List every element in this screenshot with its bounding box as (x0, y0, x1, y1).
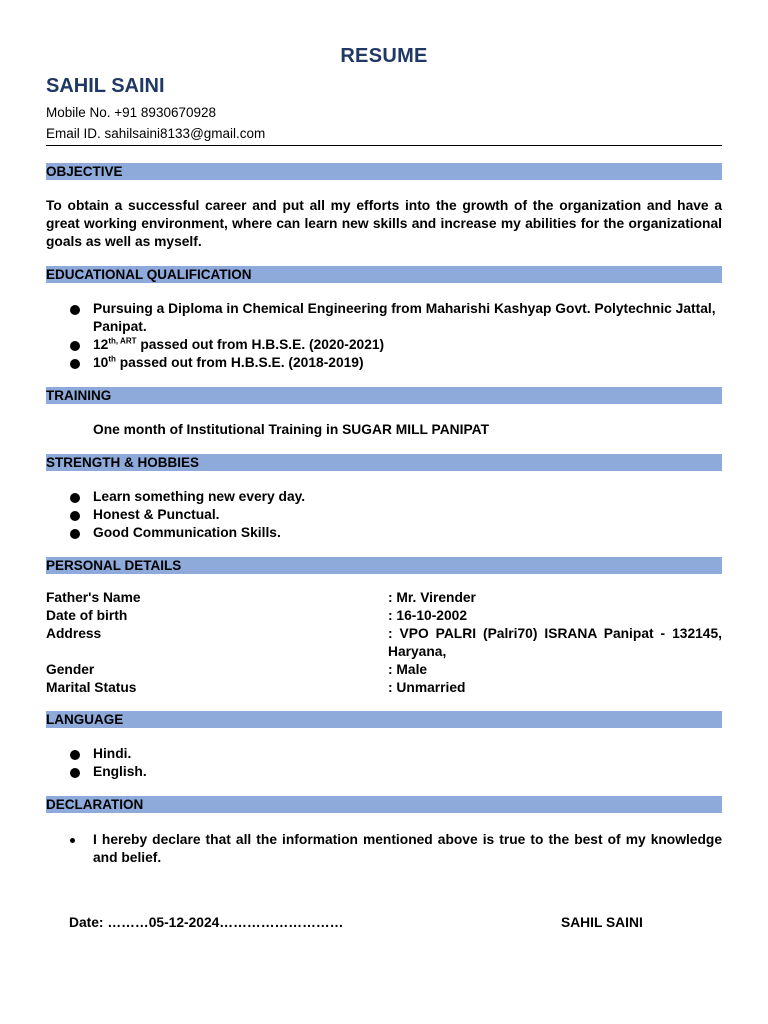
list-item (46, 763, 722, 781)
declaration-list (46, 831, 722, 867)
education-item-text: Pursuing a Diploma in Chemical Engineering from Maharishi Kashyap Govt. Polytechnic Jattal, Panipat. (93, 301, 716, 334)
list-item (46, 745, 722, 763)
bullet-icon (70, 529, 80, 539)
bullet-icon (70, 341, 80, 351)
list-item (46, 336, 722, 354)
bullet-icon (70, 511, 80, 521)
detail-row (46, 679, 722, 697)
language-list (46, 745, 722, 781)
grade-suffix: th (108, 354, 116, 364)
training-text: One month of Institutional Training in SUGAR MILL PANIPAT (93, 422, 489, 437)
section-heading-training: TRAINING (46, 387, 722, 404)
detail-value: : Mr. Virender (388, 590, 476, 605)
list-item (46, 354, 722, 372)
detail-value: : Male (388, 662, 428, 677)
strengths-list (46, 488, 722, 542)
detail-label: Date of birth (46, 608, 128, 623)
detail-row (46, 625, 722, 661)
header-divider (46, 145, 722, 146)
mobile-number: Mobile No. +91 8930670928 (46, 105, 217, 120)
section-heading-objective: OBJECTIVE (46, 163, 722, 180)
candidate-name: SAHIL SAINI (46, 75, 165, 97)
detail-row (46, 607, 722, 625)
section-heading-education: EDUCATIONAL QUALIFICATION (46, 266, 722, 283)
language-item-text: English. (93, 764, 147, 779)
section-heading-strengths: STRENGTH & HOBBIES (46, 454, 722, 471)
bullet-icon (70, 359, 80, 369)
detail-row (46, 661, 722, 679)
detail-value: : 16-10-2002 (388, 608, 468, 623)
section-heading-personal: PERSONAL DETAILS (46, 557, 722, 574)
resume-page (46, 0, 722, 1024)
list-item (46, 524, 722, 542)
education-list (46, 300, 722, 372)
detail-label: Address (46, 626, 102, 641)
bullet-icon (70, 305, 80, 315)
strength-item-text: Good Communication Skills. (93, 525, 281, 540)
strength-item-text: Learn something new every day. (93, 489, 306, 504)
list-item (46, 831, 722, 867)
detail-value: : VPO PALRI (Palri70) ISRANA Panipat - 132145, Haryana, (388, 626, 722, 659)
objective-text: To obtain a successful career and put all my efforts into the growth of the organization and have a great working environment, where can learn new skills and increase my abilities for the organizational goals as well as myself. (46, 198, 722, 249)
declaration-text: I hereby declare that all the information mentioned above is true to the best of my knowledge and belief. (93, 832, 722, 865)
personal-details-table (46, 589, 722, 697)
list-item (46, 506, 722, 524)
strength-item-text: Honest & Punctual. (93, 507, 220, 522)
bullet-icon (70, 838, 75, 843)
education-item-text: passed out from H.B.S.E. (2018-2019) (115, 355, 364, 370)
detail-label: Father's Name (46, 590, 141, 605)
detail-label: Marital Status (46, 680, 137, 695)
bullet-icon (70, 750, 80, 760)
list-item (46, 488, 722, 506)
detail-label: Gender (46, 662, 95, 677)
document-title: RESUME (340, 45, 428, 67)
list-item (46, 300, 722, 336)
grade-suffix: th, ART (108, 336, 137, 346)
date-line: Date: ………05-12-2024……………………… (69, 915, 344, 930)
detail-row (46, 589, 722, 607)
section-heading-declaration: DECLARATION (46, 796, 722, 813)
signature-name: SAHIL SAINI (561, 915, 643, 930)
education-item-grade: 12 (93, 337, 109, 352)
email-address: Email ID. sahilsaini8133@gmail.com (46, 126, 266, 141)
section-heading-language: LANGUAGE (46, 711, 722, 728)
education-item-grade: 10 (93, 355, 109, 370)
bullet-icon (70, 768, 80, 778)
detail-value: : Unmarried (388, 680, 466, 695)
language-item-text: Hindi. (93, 746, 132, 761)
education-item-text: passed out from H.B.S.E. (2020-2021) (136, 337, 385, 352)
bullet-icon (70, 493, 80, 503)
